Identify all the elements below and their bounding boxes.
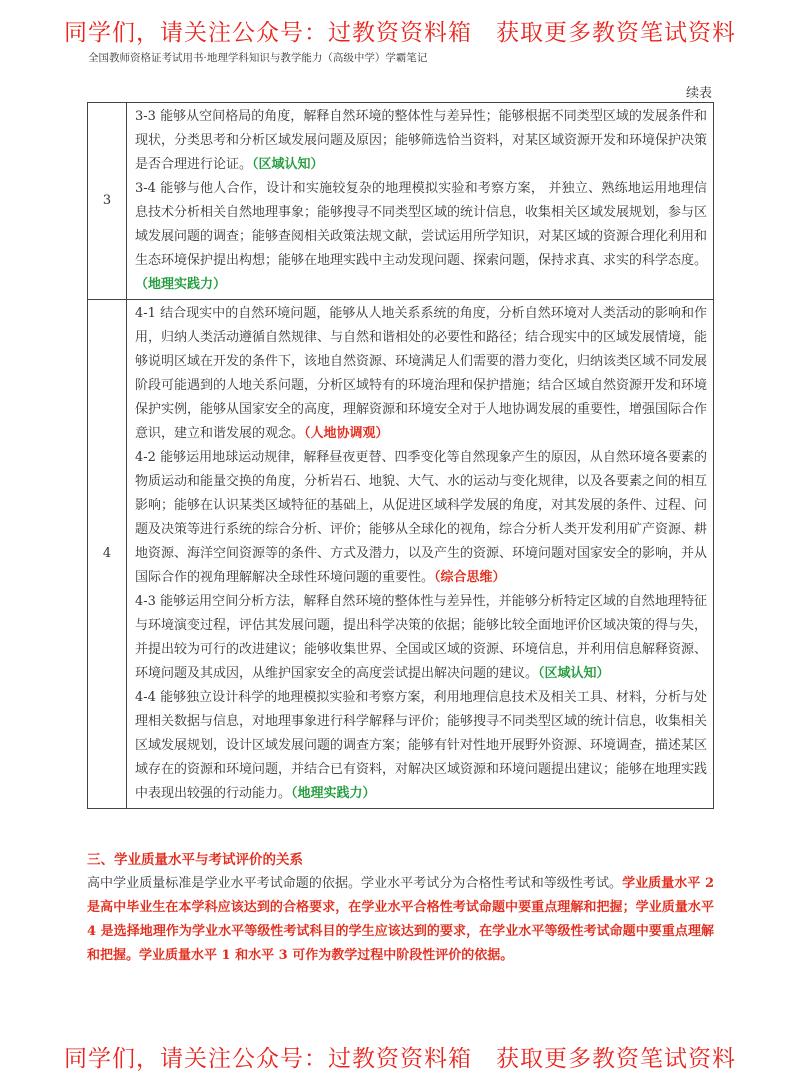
standard-text: 3-3 能够从空间格局的角度，解释自然环境的整体性与差异性；能够根据不同类型区域的发展条件和现状，分类思考和分析区域发展问题及原因；能够筛选恰当资料，对某区域资源开发和环境保护决策是否合理进行论证。 bbox=[135, 109, 708, 172]
section-highlight-text: 学业质量水平 2 是高中毕业生在本学科应该达到的合格要求，在学业水平合格性考试命题中要重点理解和把握；学业质量水平 4 是选择地理作为学业水平等级性考试科目的学生应该达到的要求，在学业水平等级性考试命题中要重点理解和把握。学业质量水平 1 和水平 3 可作为教学过程中阶段性评价的依据。 bbox=[87, 876, 714, 963]
running-head: 全国教师资格证考试用书·地理学科知识与教学能力（高级中学）学霸笔记 bbox=[88, 52, 428, 64]
section-heading: 三、学业质量水平与考试评价的关系 bbox=[87, 852, 303, 868]
standard-text: 4-1 结合现实中的自然环境问题，能够从人地关系系统的角度，分析自然环境对人类活动的影响和作用，归纳人类活动遵循自然规律、与自然和谐相处的必要性和路径；结合现实中的区域发展情境，能够说明区域在开发的条件下，该地自然资源、环境满足人们需要的潜力变化，归纳该类区域不同发展阶段可能遇到的人地关系问题，分析区域特有的环境治理和保护措施；结合区域自然资源开发和环境保护实例，能够从国家安全的高度，理解资源和环境安全对于人地协调发展的重要性，增强国际合作意识，建立和谐发展的观念。 bbox=[135, 306, 708, 441]
standard-item bbox=[135, 177, 707, 297]
section-plain-text: 高中学业质量标准是学业水平考试命题的依据。学业水平考试分为合格性考试和等级性考试。 bbox=[87, 876, 623, 891]
competency-tag: （人地协调观） bbox=[304, 426, 389, 441]
continued-label: 续表 bbox=[685, 86, 712, 101]
standard-text: 4-2 能够运用地球运动规律，解释昼夜更替、四季变化等自然现象产生的原因，从自然环境各要素的物质运动和能量交换的角度，分析岩石、地貌、大气、水的运动与变化规律，以及各要素之间的相互影响；能够在认识某类区域特征的基础上，从促进区域科学发展的角度，对其发展的条件、过程、问题及决策等进行系统的综合分析、评价；能够从全球化的视角，综合分析人类开发利用矿产资源、耕地资源、海洋空间资源等的条件、方式及潜力，以及产生的资源、环境问题对国家安全的影响，并从国际合作的视角理解解决全球性环境问题的重要性。 bbox=[135, 450, 708, 585]
standard-item bbox=[135, 686, 707, 806]
table-row bbox=[88, 300, 714, 809]
level-description bbox=[127, 103, 714, 300]
table-row bbox=[88, 103, 714, 300]
standard-text: 3-4 能够与他人合作，设计和实施较复杂的地理模拟实验和考察方案， 并独立、熟练地运用地理信息技术分析相关自然地理事象；能够搜寻不同类型区域的统计信息，收集相关区域发展规划，参与区域发展问题的调查；能够查阅相关政策法规文献，尝试运用所学知识，对某区域的资源合理化利用和生态环境保护提出构想；能够在地理实践中主动发现问题、探索问题，保持求真、求实的科学态度。 bbox=[135, 181, 708, 268]
competency-tag: （区域认知） bbox=[252, 157, 324, 172]
standard-item bbox=[135, 105, 707, 177]
standard-item bbox=[135, 446, 707, 590]
competency-tag: （区域认知） bbox=[538, 666, 610, 681]
level-number: 4 bbox=[88, 300, 127, 809]
standard-text: 4-3 能够运用空间分析方法，解释自然环境的整体性与差异性，并能够分析特定区域的自然地理特征与环境演变过程，评估其发展问题，提出科学决策的依据；能够比较全面地评价区域决策的得与失，并提出较为可行的改进建议；能够收集世界、全国或区域的资源、环境信息，并利用信息解释资源、环境问题及其成因，从维护国家安全的高度尝试提出解决问题的建议。 bbox=[135, 594, 708, 681]
competency-tag: （综合思维） bbox=[434, 570, 506, 585]
standard-item bbox=[135, 590, 707, 686]
level-description bbox=[127, 300, 714, 809]
section-quality-exam bbox=[87, 848, 714, 968]
quality-level-table bbox=[87, 102, 714, 809]
level-number: 3 bbox=[88, 103, 127, 300]
standard-item bbox=[135, 302, 707, 446]
section-paragraph bbox=[87, 872, 714, 968]
standard-text: 4-4 能够独立设计科学的地理模拟实验和考察方案，利用地理信息技术及相关工具、材料，分析与处理相关数据与信息，对地理事象进行科学解释与评价；能够搜寻不同类型区域的统计信息，收集相关区域发展规划，设计区域发展问题的调查方案；能够有针对性地开展野外资源、环境调查，描述某区域存在的资源和环境问题，并结合已有资料，对解决区域资源和环境问题提出建议；能够在地理实践中表现出较强的行动能力。 bbox=[135, 690, 708, 801]
competency-tag: （地理实践力） bbox=[291, 786, 376, 801]
promo-banner-bottom: 同学们，请关注公众号：过教资资料箱 获取更多教资笔试资料 bbox=[64, 1046, 736, 1072]
competency-tag: （地理实践力） bbox=[135, 277, 227, 292]
promo-banner-top: 同学们，请关注公众号：过教资资料箱 获取更多教资笔试资料 bbox=[64, 20, 736, 46]
